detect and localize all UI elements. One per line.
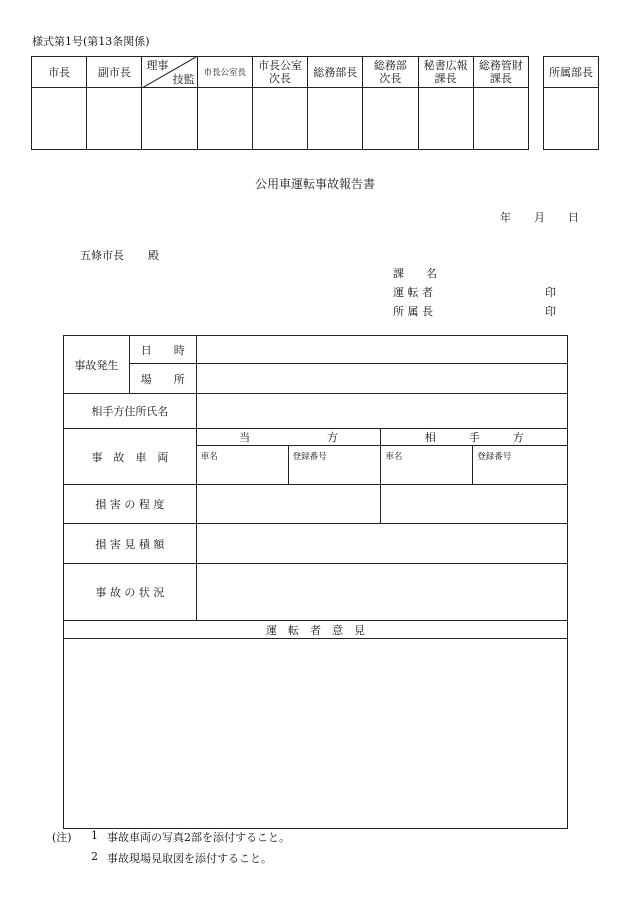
date-day-label: 日 bbox=[568, 211, 579, 224]
driver-seal-mark: 印 bbox=[545, 286, 556, 299]
stamp-header-mayor-office-head: 市長公室長 bbox=[197, 57, 252, 88]
stamp-box-mayor[interactable] bbox=[32, 88, 87, 150]
stamp-header-secretary-pr: 秘書広報 課長 bbox=[418, 57, 473, 88]
damage-estimate-field[interactable] bbox=[196, 524, 567, 564]
accident-report-table bbox=[63, 335, 568, 829]
their-side-header: 相 手 方 bbox=[381, 429, 568, 446]
form-number: 様式第1号(第13条関係) bbox=[32, 35, 150, 48]
stamp-header-director bbox=[142, 57, 197, 88]
note-1-number: 1 bbox=[91, 829, 98, 842]
stamp-box-asset-management[interactable] bbox=[473, 88, 528, 150]
stamp-box-secretary-pr[interactable] bbox=[418, 88, 473, 150]
date-year-label: 年 bbox=[500, 211, 511, 224]
section-name-label: 課 名 bbox=[393, 267, 437, 280]
damage-estimate-label: 損 害 見 積 額 bbox=[64, 524, 197, 564]
approval-stamp-grid bbox=[31, 56, 529, 150]
driver-opinion-field[interactable] bbox=[64, 639, 568, 829]
other-party-label: 相手方住所氏名 bbox=[64, 394, 197, 429]
supervisor-seal-mark: 印 bbox=[545, 305, 556, 318]
note-2-number: 2 bbox=[91, 850, 98, 863]
stamp-box-vice-mayor[interactable] bbox=[87, 88, 142, 150]
driver-opinion-header: 運 転 者 意 見 bbox=[64, 621, 568, 639]
our-registration-field[interactable]: 登録番号 bbox=[288, 446, 381, 485]
stamp-box-mayor-office-head[interactable] bbox=[197, 88, 252, 150]
stamp-box-department-head[interactable] bbox=[544, 88, 599, 150]
their-damage-degree-field[interactable] bbox=[381, 485, 568, 524]
notes-label: (注) bbox=[52, 831, 72, 844]
stamp-box-general-affairs-head[interactable] bbox=[308, 88, 363, 150]
director-label: 理事 bbox=[146, 59, 169, 72]
stamp-header-department-head: 所属部長 bbox=[544, 57, 599, 88]
their-registration-field[interactable]: 登録番号 bbox=[473, 446, 568, 485]
stamp-header-general-affairs-deputy: 総務部 次長 bbox=[363, 57, 418, 88]
other-party-field[interactable] bbox=[196, 394, 567, 429]
place-field[interactable] bbox=[196, 364, 567, 394]
our-damage-degree-field[interactable] bbox=[196, 485, 381, 524]
stamp-box-mayor-office-deputy[interactable] bbox=[252, 88, 307, 150]
document-title: 公用車運転事故報告書 bbox=[254, 177, 375, 191]
damage-degree-label: 損 害 の 程 度 bbox=[64, 485, 197, 524]
stamp-header-mayor: 市長 bbox=[32, 57, 87, 88]
datetime-field[interactable] bbox=[196, 336, 567, 364]
their-car-name-field[interactable]: 車名 bbox=[381, 446, 473, 485]
our-car-name-field[interactable]: 車名 bbox=[196, 446, 288, 485]
stamp-header-vice-mayor: 副市長 bbox=[87, 57, 142, 88]
stamp-header-mayor-office-deputy: 市長公室 次長 bbox=[252, 57, 307, 88]
note-2-text: 事故現場見取図を添付すること。 bbox=[107, 852, 272, 865]
vehicle-label: 事 故 車 両 bbox=[64, 429, 197, 485]
note-1-text: 事故車両の写真2部を添付すること。 bbox=[107, 831, 290, 844]
driver-label: 運 転 者 bbox=[393, 286, 433, 299]
stamp-box-director[interactable] bbox=[142, 88, 197, 150]
stamp-header-general-affairs-head: 総務部長 bbox=[308, 57, 363, 88]
stamp-header-asset-management: 総務管財 課長 bbox=[473, 57, 528, 88]
date-month-label: 月 bbox=[534, 211, 545, 224]
datetime-label: 日 時 bbox=[129, 336, 196, 364]
occurrence-label: 事故発生 bbox=[64, 336, 130, 394]
supervisor-label: 所 属 長 bbox=[393, 305, 433, 318]
situation-field[interactable] bbox=[196, 564, 567, 621]
place-label: 場 所 bbox=[129, 364, 196, 394]
addressee-name: 五條市長 bbox=[80, 249, 124, 262]
addressee-honorific: 殿 bbox=[148, 249, 159, 262]
stamp-box-general-affairs-deputy[interactable] bbox=[363, 88, 418, 150]
technical-supervisor-label: 技監 bbox=[172, 73, 195, 86]
department-head-stamp bbox=[543, 56, 599, 150]
situation-label: 事 故 の 状 況 bbox=[64, 564, 197, 621]
our-side-header: 当 方 bbox=[196, 429, 381, 446]
